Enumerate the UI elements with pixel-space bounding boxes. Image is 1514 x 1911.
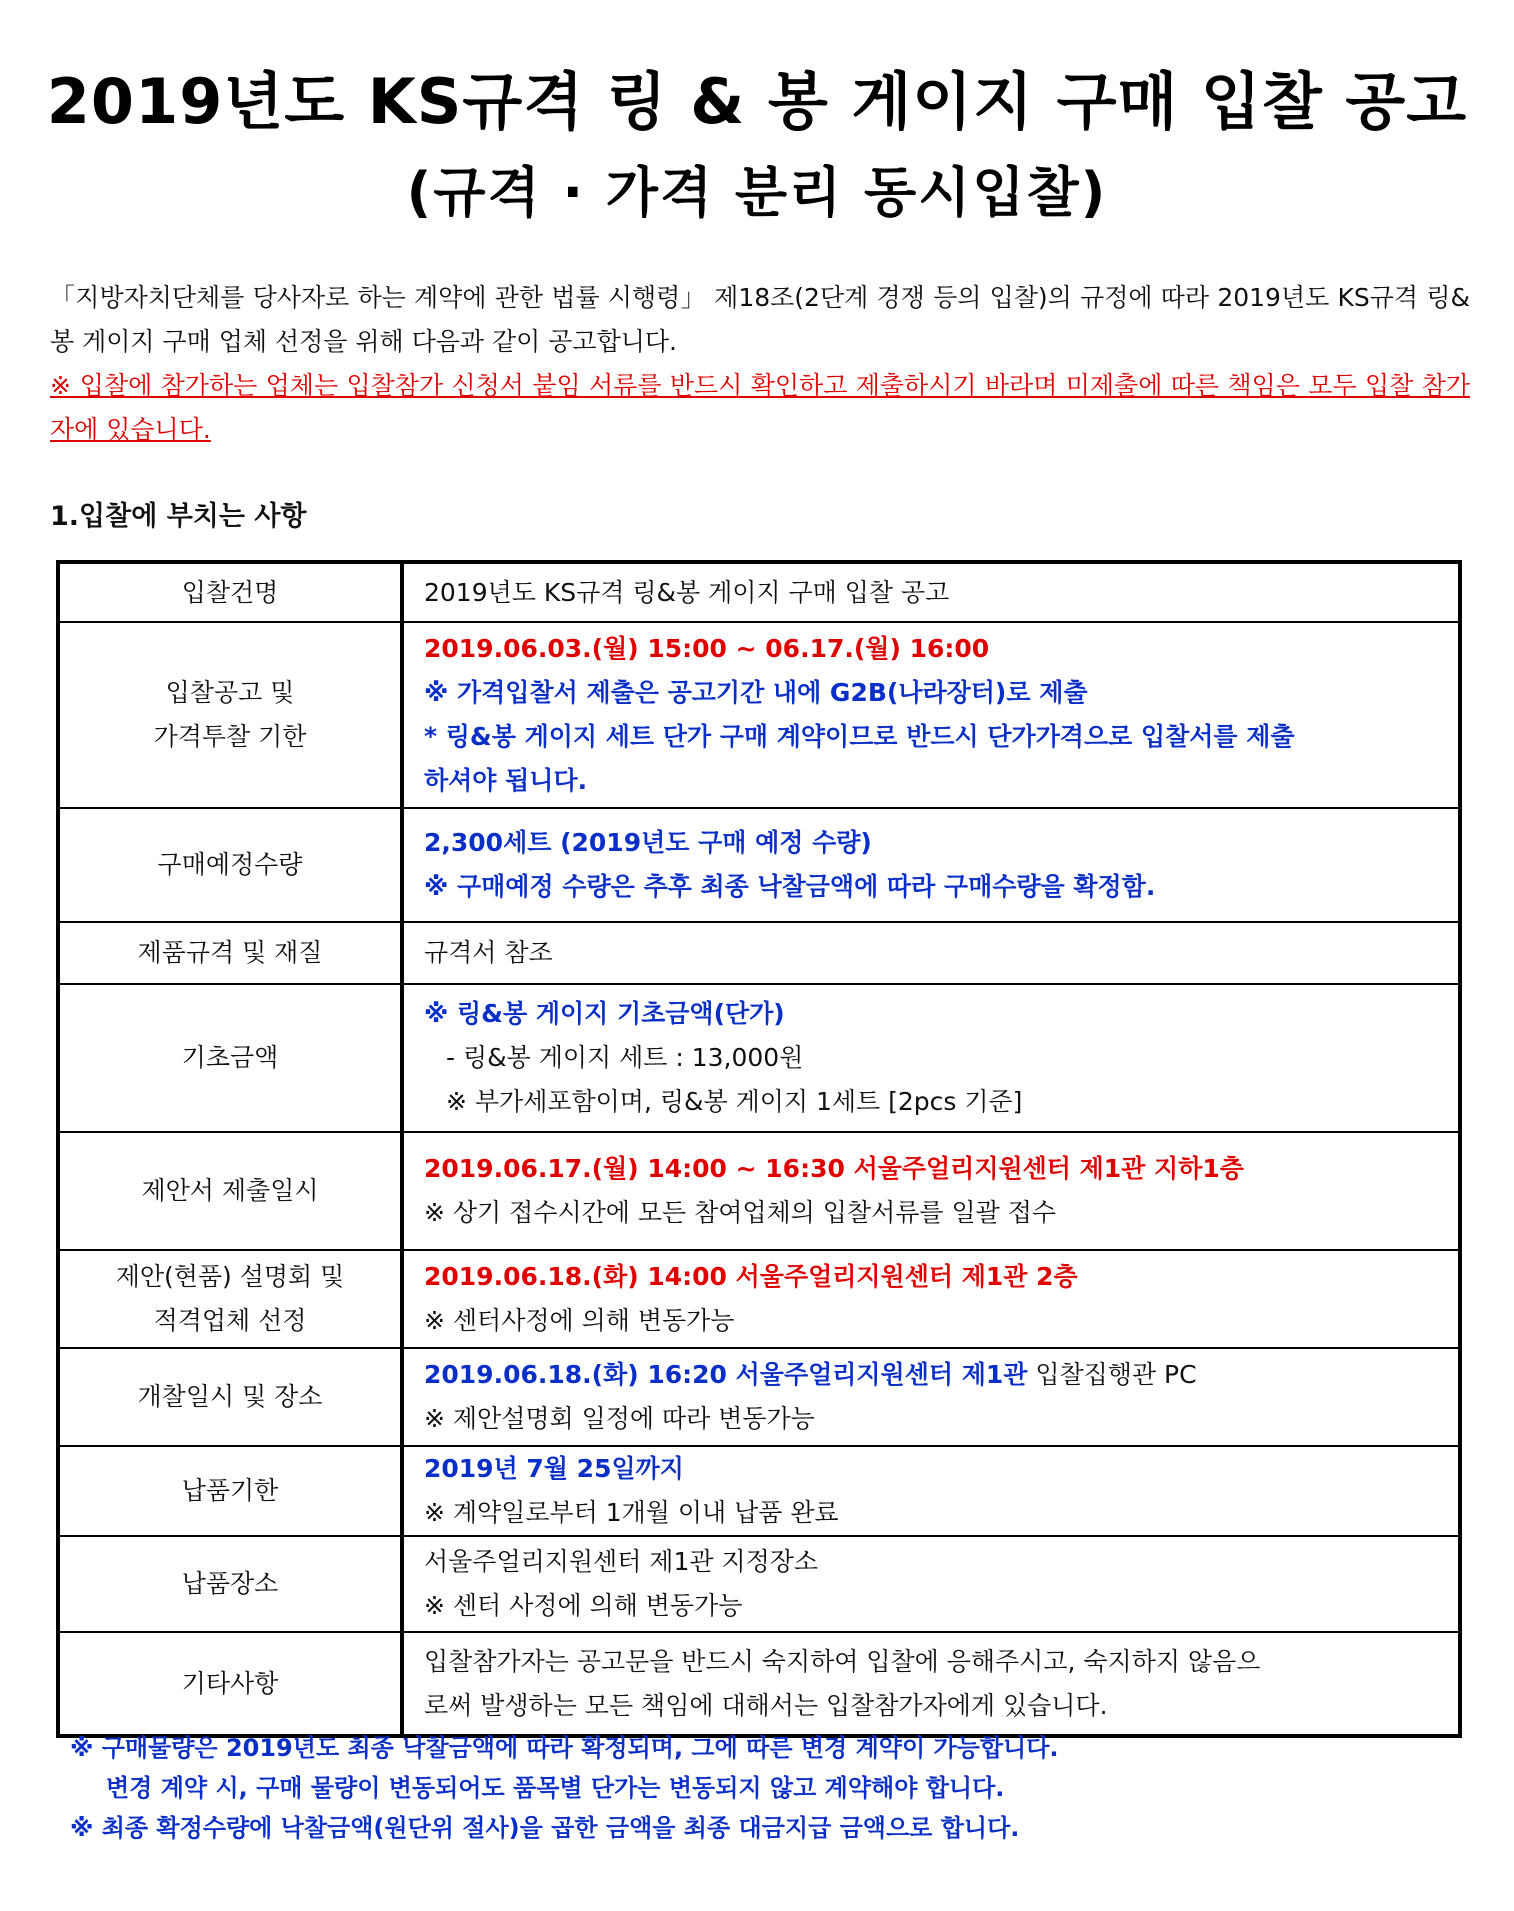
- table-row: [58, 1632, 1460, 1736]
- row-label-text: 구매예정수량: [157, 850, 303, 879]
- row-note-text: ※ 부가세포함이며, 링&봉 게이지 1세트 [2pcs 기준]: [446, 1087, 1023, 1116]
- row-value: [402, 622, 1460, 808]
- row-label: [58, 808, 402, 922]
- row-value-text: 2,300세트 (2019년도 구매 예정 수량): [424, 828, 872, 857]
- row-value: [402, 1536, 1460, 1632]
- row-label-text: 적격업체 선정: [153, 1306, 307, 1335]
- page-title: 2019년도 KS규격 링 & 봉 게이지 구매 입찰 공고: [46, 65, 1468, 138]
- row-label-text: 입찰건명: [181, 577, 279, 607]
- table-row: [58, 562, 1460, 622]
- page-subtitle: (규격 · 가격 분리 동시입찰): [406, 161, 1108, 224]
- row-label-text: 개찰일시 및 장소: [137, 1382, 323, 1411]
- table-row: [58, 808, 1460, 922]
- row-note-text: ※ 센터사정에 의해 변동가능: [424, 1306, 735, 1335]
- row-value-suffix: 입찰집행관 PC: [1027, 1360, 1197, 1389]
- table-row: [58, 1250, 1460, 1348]
- table-row: [58, 622, 1460, 808]
- row-value: [402, 922, 1460, 984]
- row-value-text: 2019년 7월 25일까지: [424, 1454, 684, 1483]
- row-label: [58, 984, 402, 1132]
- row-value-text: ※ 링&봉 게이지 기초금액(단가): [424, 999, 785, 1028]
- row-label: [58, 922, 402, 984]
- row-value: [402, 1250, 1460, 1348]
- row-label-text: 제안(현품) 설명회 및: [115, 1262, 345, 1291]
- row-label-text: 기초금액: [181, 1043, 279, 1072]
- footer-note: ※ 구매물량은 2019년도 최종 낙찰금액에 따라 확정되며, 그에 따른 변경 계약이 가능합니다.: [70, 1734, 1059, 1762]
- row-value: [402, 1446, 1460, 1536]
- footer-note: 변경 계약 시, 구매 물량이 변동되어도 품목별 단가는 변동되지 않고 계약해야 합니다.: [106, 1774, 1005, 1802]
- row-note-text: ※ 구매예정 수량은 추후 최종 낙찰금액에 따라 구매수량을 확정함.: [424, 872, 1156, 901]
- row-value: [402, 1132, 1460, 1250]
- row-label: [58, 1348, 402, 1446]
- row-label-text: 제품규격 및 재질: [137, 938, 323, 967]
- row-value-text: 2019.06.17.(월) 14:00 ~ 16:30 서울주얼리지원센터 제1관 지하1층: [424, 1154, 1244, 1183]
- warning-paragraph: ※ 입찰에 참가하는 업체는 입찰참가 신청서 붙임 서류를 반드시 확인하고 제출하시기 바라며 미제출에 따른 책임은 모두 입찰 참가자에 있습니다.: [50, 371, 1470, 444]
- row-label: [58, 1250, 402, 1348]
- row-value-text: - 링&봉 게이지 세트 : 13,000원: [446, 1043, 804, 1072]
- row-label-text: 기타사항: [181, 1668, 279, 1698]
- table-row: [58, 922, 1460, 984]
- row-value: [402, 562, 1460, 622]
- row-value-text: 로써 발생하는 모든 책임에 대해서는 입찰참가자에게 있습니다.: [424, 1690, 1108, 1720]
- row-value: [402, 808, 1460, 922]
- table-row: [58, 1132, 1460, 1250]
- row-note-text: ※ 계약일로부터 1개월 이내 납품 완료: [424, 1498, 839, 1527]
- row-value-text: 2019년도 KS규격 링&봉 게이지 구매 입찰 공고: [424, 577, 950, 607]
- row-label-text: 납품기한: [181, 1476, 279, 1505]
- row-label-text: 제안서 제출일시: [141, 1176, 319, 1205]
- row-note-text: ※ 센터 사정에 의해 변동가능: [424, 1591, 743, 1620]
- table-row: [58, 1348, 1460, 1446]
- row-label: [58, 1632, 402, 1736]
- row-value: [402, 1348, 1460, 1446]
- row-label: [58, 1446, 402, 1536]
- table-row: [58, 1446, 1460, 1536]
- row-note-text: * 링&봉 게이지 세트 단가 구매 계약이므로 반드시 단가가격으로 입찰서를 제출: [424, 722, 1295, 751]
- row-note-text: 하셔야 됩니다.: [424, 766, 588, 795]
- row-label-text: 가격투찰 기한: [153, 722, 307, 751]
- row-label: [58, 622, 402, 808]
- row-label: [58, 1536, 402, 1632]
- row-note-text: ※ 상기 접수시간에 모든 참여업체의 입찰서류를 일괄 접수: [424, 1198, 1057, 1227]
- row-note-text: ※ 제안설명회 일정에 따라 변동가능: [424, 1404, 815, 1433]
- row-value-text: 입찰참가자는 공고문을 반드시 숙지하여 입찰에 응해주시고, 숙지하지 않음으: [424, 1646, 1261, 1676]
- row-value: [402, 1632, 1460, 1736]
- row-label-text: 납품장소: [181, 1569, 279, 1598]
- row-value-text: 규격서 참조: [424, 938, 553, 967]
- row-value: [402, 984, 1460, 1132]
- table-row: [58, 1536, 1460, 1632]
- table-row: [58, 984, 1460, 1132]
- row-label: [58, 562, 402, 622]
- row-value-text: [424, 1353, 1444, 1397]
- row-note-text: ※ 가격입찰서 제출은 공고기간 내에 G2B(나라장터)로 제출: [424, 678, 1088, 707]
- row-label: [58, 1132, 402, 1250]
- row-value-text: 2019.06.18.(화) 14:00 서울주얼리지원센터 제1관 2층: [424, 1262, 1078, 1291]
- intro-paragraph: 「지방자치단체를 당사자로 하는 계약에 관한 법률 시행령」 제18조(2단계 경쟁 등의 입찰)의 규정에 따라 2019년도 KS규격 링&봉 게이지 구매 업체 선정을 위해 다음과 같이 공고합니다.: [50, 283, 1470, 356]
- row-value-text: 서울주얼리지원센터 제1관 지정장소: [424, 1547, 819, 1576]
- bid-period-text: 2019.06.03.(월) 15:00 ~ 06.17.(월) 16:00: [424, 634, 990, 663]
- footer-notes: [70, 1728, 1059, 1848]
- bid-info-table: [56, 560, 1462, 1738]
- footer-note: ※ 최종 확정수량에 낙찰금액(원단위 절사)을 곱한 금액을 최종 대금지급 금액으로 합니다.: [70, 1814, 1020, 1842]
- row-label-text: 입찰공고 및: [165, 678, 295, 707]
- row-value-emphasis: 2019.06.18.(화) 16:20 서울주얼리지원센터 제1관: [424, 1360, 1028, 1389]
- section-heading: 1.입찰에 부치는 사항: [50, 501, 307, 532]
